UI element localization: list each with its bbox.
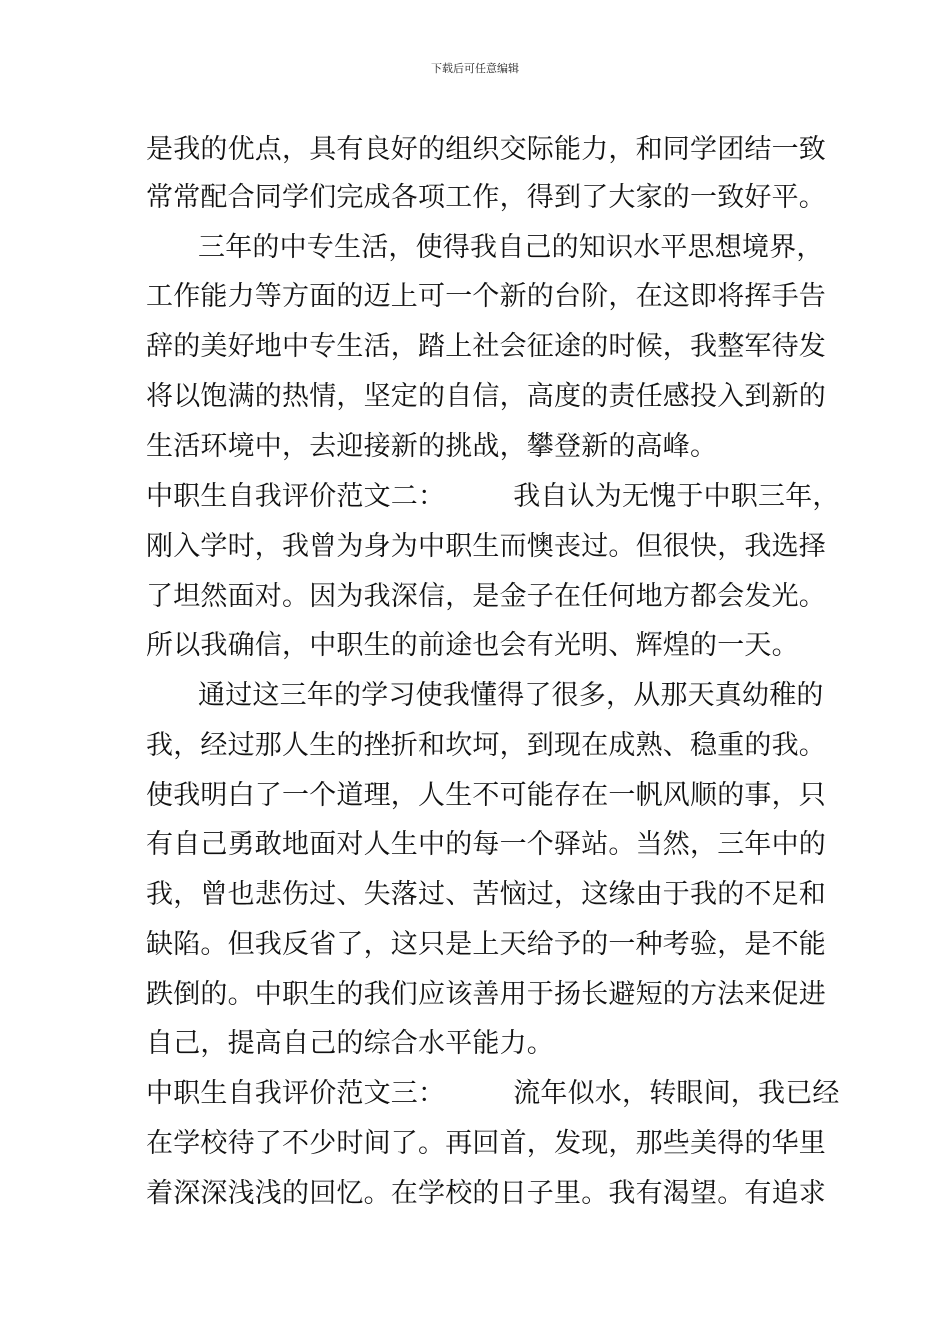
text-line: 在学校待了不少时间了。再回首，发现，那些美得的华里 [146, 1128, 826, 1159]
text-line: 工作能力等方面的迈上可一个新的台阶，在这即将挥手告 [146, 281, 826, 312]
text-line: 刚入学时，我曾为身为中职生而懊丧过。但很快，我选择 [146, 531, 826, 562]
section-heading-line [146, 1069, 840, 1119]
text-line: 自己，提高自己的综合水平能力。 [146, 1028, 554, 1059]
section-heading: 中职生自我评价范文三： [146, 1078, 446, 1109]
section-heading-line [146, 472, 840, 522]
text-line: 辞的美好地中专生活，踏上社会征途的时候，我整军待发 [146, 331, 826, 362]
text-line: 三年的中专生活，使得我自己的知识水平思想境界， [198, 232, 824, 263]
text-line: 将以饱满的热情，坚定的自信，高度的责任感投入到新的 [146, 381, 826, 412]
section-first-sentence: 我自认为无愧于中职三年， [513, 481, 840, 512]
section-heading: 中职生自我评价范文二： [146, 481, 446, 512]
text-line: 缺陷。但我反省了，这只是上天给予的一种考验，是不能 [146, 929, 826, 960]
text-line: 了坦然面对。因为我深信，是金子在任何地方都会发光。 [146, 581, 826, 612]
text-line: 常常配合同学们完成各项工作，得到了大家的一致好平。 [146, 182, 826, 213]
page-header: 下载后可任意编辑 [431, 62, 519, 75]
text-line: 是我的优点，具有良好的组织交际能力，和同学团结一致 [146, 134, 826, 165]
text-line: 我，曾也悲伤过、失落过、苦恼过，这缘由于我的不足和 [146, 879, 826, 910]
text-line: 我，经过那人生的挫折和坎坷，到现在成熟、稳重的我。 [146, 730, 826, 761]
text-line: 跌倒的。中职生的我们应该善用于扬长避短的方法来促进 [146, 979, 826, 1010]
text-line: 所以我确信，中职生的前途也会有光明、辉煌的一天。 [146, 630, 799, 661]
text-line: 有自己勇敢地面对人生中的每一个驿站。当然，三年中的 [146, 829, 826, 860]
text-line: 生活环境中，去迎接新的挑战，攀登新的高峰。 [146, 431, 718, 462]
text-line: 通过这三年的学习使我懂得了很多，从那天真幼稚的 [198, 680, 824, 711]
text-line: 使我明白了一个道理，人生不可能存在一帆风顺的事，只 [146, 780, 826, 811]
section-first-sentence: 流年似水，转眼间，我已经 [513, 1078, 840, 1109]
text-line: 着深深浅浅的回忆。在学校的日子里。我有渴望。有追求 [146, 1178, 826, 1209]
